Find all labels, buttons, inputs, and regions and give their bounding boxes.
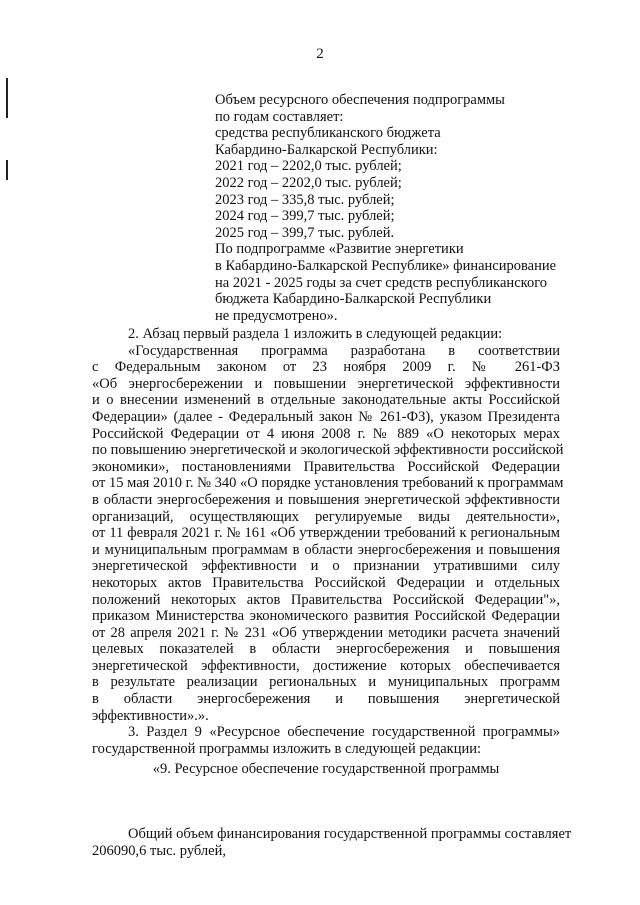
- budget-line: по годам составляет:: [215, 108, 344, 125]
- margin-mark-bottom: [6, 160, 8, 180]
- item-2-line: от 11 февраля 2021 г. № 161 «Об утверждении требований к региональным: [92, 525, 560, 542]
- budget-line-year-2022: 2022 год – 2202,0 тыс. рублей;: [215, 174, 402, 191]
- item-2-line: экономики», постановлениями Правительства Российской Федерации: [92, 458, 560, 475]
- item-2-line: от 15 мая 2010 г. № 340 «О порядке установления требований к программам: [92, 475, 564, 492]
- budget-line: Объем ресурсного обеспечения подпрограммы: [215, 92, 505, 108]
- item-2-line: целевых показателей в области энергосбережения и повышения: [92, 641, 560, 658]
- total-funding-amount: 206090,6 тыс. рублей,: [92, 842, 226, 859]
- budget-line: не предусмотрено».: [215, 307, 338, 324]
- item-2-line: организаций, осуществляющих регулируемые виды деятельности»,: [92, 508, 560, 525]
- item-3-line: государственной программы изложить в следующей редакции:: [92, 740, 482, 757]
- item-3-line: 3. Раздел 9 «Ресурсное обеспечение государственной программы»: [128, 724, 560, 741]
- item-2-line: «Об энергосбережении и повышении энергетической эффективности: [92, 375, 560, 392]
- budget-line: Кабардино-Балкарской Республики:: [215, 141, 438, 158]
- final-paragraph: [92, 826, 572, 859]
- budget-line: на 2021 - 2025 годы за счет средств республиканского: [215, 274, 548, 291]
- item-2-line: в области энергосбережения и повышения энергетической эффективности: [92, 491, 560, 508]
- item-2-line: по повышению энергетической и экологической эффективности российской: [92, 442, 564, 459]
- budget-section: [215, 92, 575, 324]
- budget-line-year-2021: 2021 год – 2202,0 тыс. рублей;: [215, 158, 402, 175]
- budget-line-year-2025: 2025 год – 399,7 тыс. рублей.: [215, 224, 395, 241]
- item-2-line: в области энергосбережения и повышения энергетической: [92, 691, 560, 708]
- item-2-line: некоторых актов Правительства Российской Федерации и отдельных: [92, 574, 560, 591]
- item-2-line: Федерации» (далее - Федеральный закон № 261-ФЗ), указом Президента: [92, 408, 560, 425]
- item-2-line: энергетической эффективности, достижение которых обеспечивается: [92, 657, 560, 674]
- budget-line: По подпрограмме «Развитие энергетики: [215, 241, 464, 258]
- margin-mark-top: [6, 78, 8, 118]
- final-paragraph-line: Общий объем финансирования государственной программы составляет: [128, 826, 572, 842]
- amendments-body: [92, 326, 564, 778]
- item-2-line: положений некоторых актов Правительства Российской Федерации"»,: [92, 591, 560, 608]
- item-2-line: с Федеральным законом от 23 ноября 2009 г. № 261-ФЗ: [92, 359, 560, 376]
- item-2-line: от 28 апреля 2021 г. № 231 «Об утверждении методики расчета значений: [92, 624, 560, 641]
- item-2-line: в результате реализации региональных и муниципальных программ: [92, 674, 560, 691]
- item-2-line: энергетической эффективности и о признании утратившими силу: [92, 558, 560, 575]
- item-2-line: и муниципальным программам в области энергосбережения и повышения: [92, 541, 560, 558]
- item-2-line: «Государственная программа разработана в соответствии: [128, 342, 560, 359]
- item-2-heading: 2. Абзац первый раздела 1 изложить в следующей редакции:: [128, 326, 503, 342]
- item-2-last-line: эффективности».».: [92, 707, 209, 724]
- budget-line: средства республиканского бюджета: [215, 125, 441, 142]
- page-number: 2: [316, 46, 324, 62]
- item-2-line: приказом Министерства экономического развития Российской Федерации: [92, 608, 560, 625]
- section-9-title: «9. Ресурсное обеспечение государственной программы: [152, 761, 500, 778]
- item-2-line: Российской Федерации от 4 июня 2008 г. № 889 «О некоторых мерах: [92, 425, 560, 442]
- budget-line-year-2024: 2024 год – 399,7 тыс. рублей;: [215, 208, 395, 225]
- budget-line: в Кабардино-Балкарской Республике» финансирование: [215, 257, 557, 274]
- budget-line: бюджета Кабардино-Балкарской Республики: [215, 291, 492, 308]
- item-2-line: и о внесении изменений в отдельные законодательные акты Российской: [92, 392, 560, 409]
- budget-line-year-2023: 2023 год – 335,8 тыс. рублей;: [215, 191, 395, 208]
